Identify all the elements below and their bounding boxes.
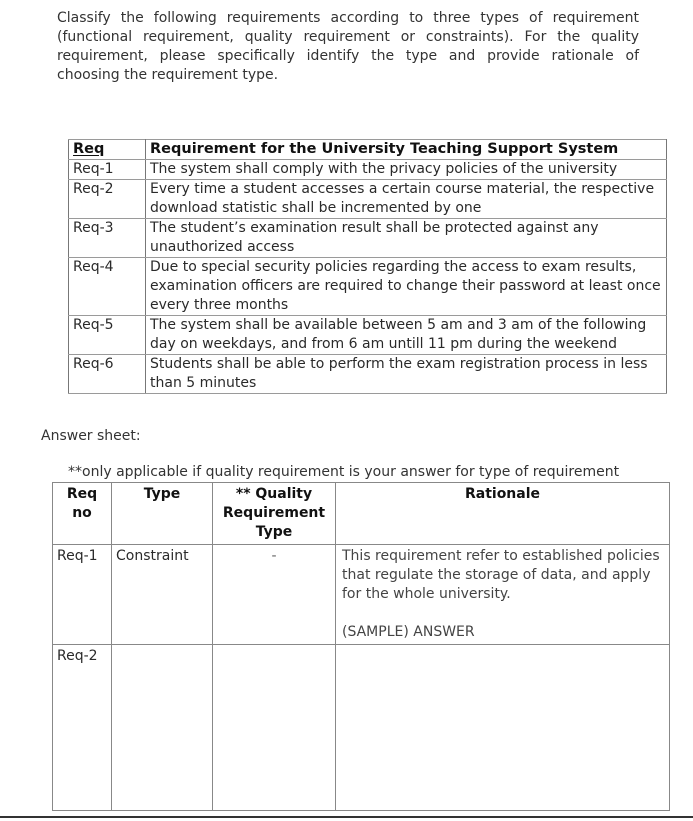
answer-req-id: Req-1 bbox=[53, 545, 112, 645]
requirements-header-row bbox=[69, 140, 667, 160]
answer-sheet-label: Answer sheet: bbox=[41, 428, 141, 444]
page-bottom-divider bbox=[0, 816, 693, 818]
req-text: Every time a student accesses a certain course material, the respective download statistic shall be incremented by one bbox=[146, 180, 667, 219]
quality-type-header: ** Quality Requirement Type bbox=[213, 483, 336, 545]
req-id: Req-5 bbox=[69, 316, 146, 355]
answer-header-row bbox=[53, 483, 670, 545]
table-row bbox=[53, 645, 670, 811]
table-row bbox=[53, 545, 670, 645]
req-id: Req-4 bbox=[69, 258, 146, 316]
table-row bbox=[69, 180, 667, 219]
answer-rationale: This requirement refer to established policies that regulate the storage of data, and apply for the whole university. bbox=[342, 548, 660, 602]
table-row bbox=[69, 316, 667, 355]
req-text: The system shall be available between 5 am and 3 am of the following day on weekdays, and from 6 am untill 11 pm during the weekend bbox=[146, 316, 667, 355]
req-id: Req-3 bbox=[69, 219, 146, 258]
footnote: **only applicable if quality requirement is your answer for type of requirement bbox=[68, 464, 620, 480]
requirements-table bbox=[68, 139, 667, 394]
answer-rationale-cell[interactable] bbox=[336, 545, 670, 645]
table-row bbox=[69, 355, 667, 394]
table-row bbox=[69, 219, 667, 258]
answer-quality-type[interactable] bbox=[213, 645, 336, 811]
answer-type[interactable]: Constraint bbox=[112, 545, 213, 645]
rationale-header: Rationale bbox=[336, 483, 670, 545]
req-text: Due to special security policies regarding the access to exam results, examination officers are required to change their password at least once every three months bbox=[146, 258, 667, 316]
req-text: The system shall comply with the privacy policies of the university bbox=[146, 160, 667, 180]
table-row bbox=[69, 258, 667, 316]
instructions-paragraph: Classify the following requirements according to three types of requirement (functional requirement, quality requirement or constraints). For the quality requirement, please specifically identify the type and provide rationale of choosing the requirement type. bbox=[57, 10, 639, 83]
req-text: The student’s examination result shall be protected against any unauthorized access bbox=[146, 219, 667, 258]
req-no-header: Req no bbox=[53, 483, 112, 545]
requirement-column-header: Requirement for the University Teaching Support System bbox=[146, 140, 667, 160]
sample-answer-note: (SAMPLE) ANSWER bbox=[342, 624, 475, 640]
req-text: Students shall be able to perform the exam registration process in less than 5 minutes bbox=[146, 355, 667, 394]
answer-req-id: Req-2 bbox=[53, 645, 112, 811]
req-id: Req-2 bbox=[69, 180, 146, 219]
table-row bbox=[69, 160, 667, 180]
answer-type[interactable] bbox=[112, 645, 213, 811]
type-header: Type bbox=[112, 483, 213, 545]
answer-table bbox=[52, 482, 670, 811]
req-id: Req-6 bbox=[69, 355, 146, 394]
req-id: Req-1 bbox=[69, 160, 146, 180]
answer-quality-type[interactable]: - bbox=[213, 545, 336, 645]
answer-rationale[interactable] bbox=[336, 645, 670, 811]
req-column-header: Req bbox=[69, 140, 146, 160]
